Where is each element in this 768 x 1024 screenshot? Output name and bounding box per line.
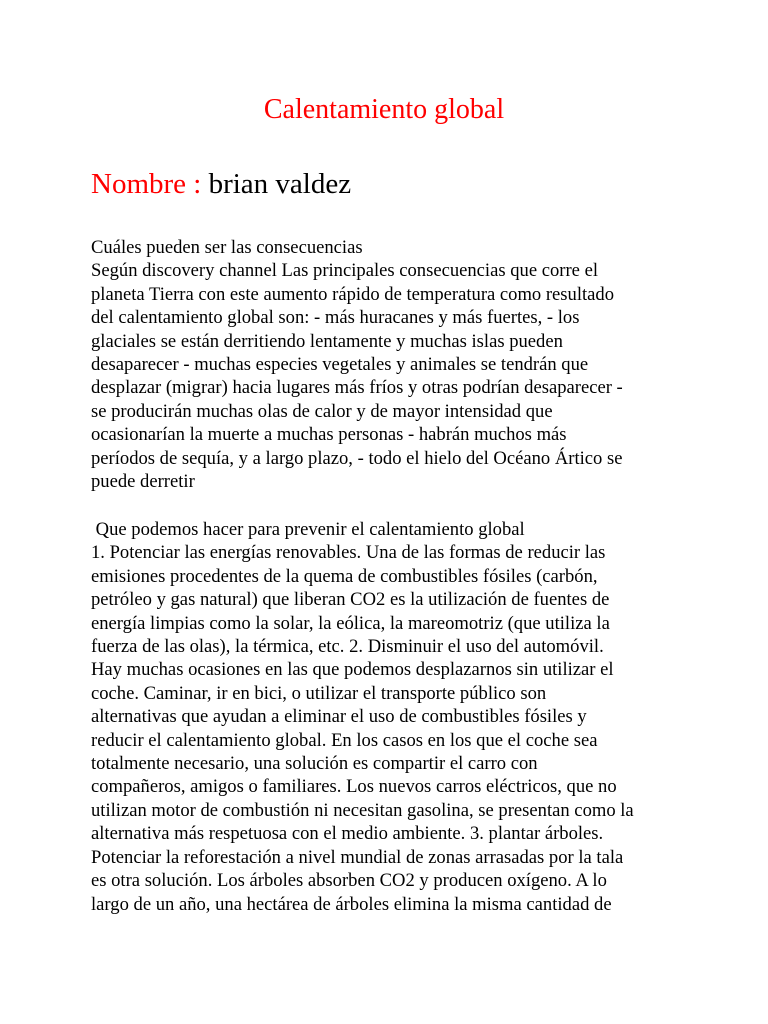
- author-line: [91, 166, 351, 202]
- author-label: Nombre :: [91, 168, 202, 200]
- paragraph-line: se producirán muchas olas de calor y de mayor intensidad que: [91, 400, 553, 422]
- paragraph-line: Que podemos hacer para prevenir el calentamiento global: [91, 519, 525, 540]
- paragraph-line: puede derretir: [91, 471, 195, 493]
- paragraph-line: glaciales se están derritiendo lentamente y muchas islas pueden: [91, 330, 563, 352]
- prevention-section: [91, 518, 691, 916]
- paragraph-line: desaparecer - muchas especies vegetales y animales se tendrán que: [91, 354, 589, 376]
- paragraph-line: energía limpias como la solar, la eólica, la mareomotriz (que utiliza la: [91, 612, 610, 634]
- paragraph-line: Potenciar la reforestación a nivel mundial de zonas arrasadas por la tala: [91, 846, 624, 868]
- paragraph-line: 1. Potenciar las energías renovables. Una de las formas de reducir las: [91, 542, 606, 564]
- paragraph-line: es otra solución. Los árboles absorben CO2 y producen oxígeno. A lo: [91, 870, 607, 892]
- paragraph-line: totalmente necesario, una solución es compartir el carro con: [91, 753, 538, 775]
- paragraph-line: compañeros, amigos o familiares. Los nuevos carros eléctricos, que no: [91, 776, 617, 798]
- paragraph-line: planeta Tierra con este aumento rápido de temperatura como resultado: [91, 283, 615, 305]
- paragraph-line: reducir el calentamiento global. En los casos en los que el coche sea: [91, 729, 598, 751]
- paragraph-line: del calentamiento global son: - más huracanes y más fuertes, - los: [91, 307, 580, 329]
- paragraph-line: desplazar (migrar) hacia lugares más fríos y otras podrían desaparecer -: [91, 377, 623, 399]
- paragraph-line: emisiones procedentes de la quema de combustibles fósiles (carbón,: [91, 565, 598, 587]
- paragraph-line: Cuáles pueden ser las consecuencias: [91, 237, 363, 258]
- paragraph-line: alternativa más respetuosa con el medio ambiente. 3. plantar árboles.: [91, 823, 604, 845]
- document-title: Calentamiento global: [263, 94, 505, 125]
- paragraph-line: ocasionarían la muerte a muchas personas - habrán muchos más: [91, 424, 567, 446]
- paragraph-line: utilizan motor de combustión ni necesitan gasolina, se presentan como la: [91, 799, 634, 821]
- paragraph-line: largo de un año, una hectárea de árboles elimina la misma cantidad de: [91, 893, 612, 915]
- paragraph-line: fuerza de las olas), la térmica, etc. 2. Disminuir el uso del automóvil.: [91, 636, 604, 658]
- author-name: brian valdez: [201, 168, 352, 200]
- consequences-section: [91, 236, 691, 493]
- paragraph-line: Según discovery channel Las principales consecuencias que corre el: [91, 260, 598, 282]
- paragraph-line: alternativas que ayudan a eliminar el uso de combustibles fósiles y: [91, 706, 587, 728]
- paragraph-line: Hay muchas ocasiones en las que podemos desplazarnos sin utilizar el: [91, 659, 614, 681]
- paragraph-line: petróleo y gas natural) que liberan CO2 es la utilización de fuentes de: [91, 589, 610, 611]
- paragraph-line: períodos de sequía, y a largo plazo, - todo el hielo del Océano Ártico se: [91, 447, 623, 469]
- paragraph-line: coche. Caminar, ir en bici, o utilizar el transporte público son: [91, 682, 547, 704]
